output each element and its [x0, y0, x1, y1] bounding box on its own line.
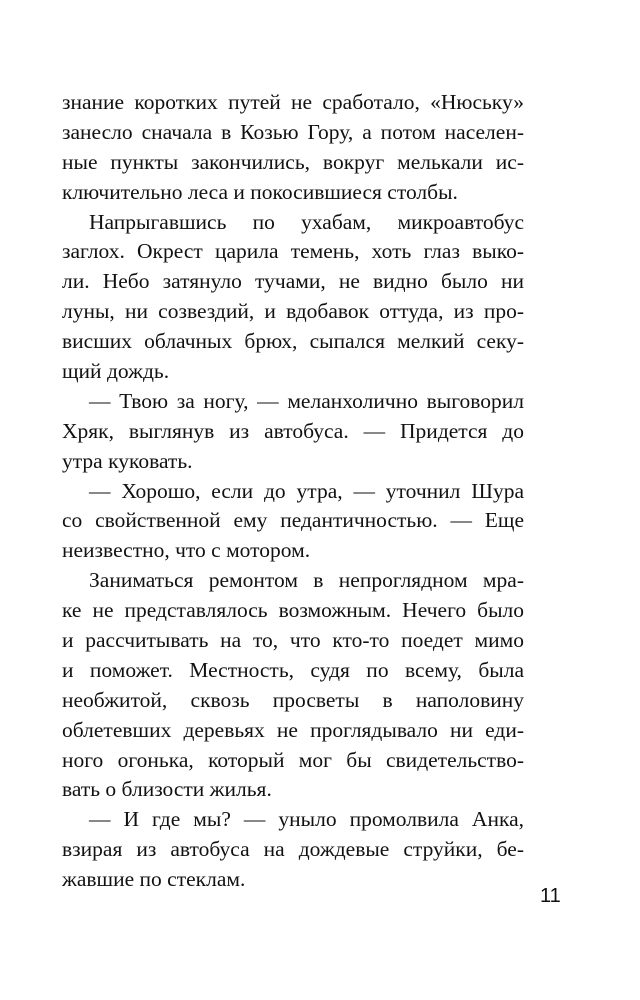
text-line: ключительно леса и покосившиеся столбы.	[62, 179, 458, 204]
text-line: жавшие по стеклам.	[62, 867, 246, 892]
text-line: Хряк, выглянув из автобуса. — Придется до	[62, 418, 524, 443]
text-line: взирая из автобуса на дождевые струйки, бе-	[62, 837, 524, 862]
text-line: Напрыгавшись по ухабам, микроавтобус	[89, 209, 524, 234]
text-line: знание коротких путей не сработало, «Нюську»	[62, 90, 524, 114]
text-line: и поможет. Местность, судя по всему, была	[62, 657, 524, 682]
page-number: 11	[540, 885, 561, 907]
text-line: утра куковать.	[62, 448, 193, 473]
text-line: щий дождь.	[62, 359, 170, 384]
text-line: заглох. Окрест царила темень, хоть глаз выко-	[62, 239, 524, 264]
text-line: ного огонька, который мог бы свидетельство-	[62, 747, 524, 772]
text-line: луны, ни созвездий, и вдобавок оттуда, из про-	[62, 299, 524, 324]
text-line: ные пункты закончились, вокруг мелькали ис-	[62, 149, 524, 174]
text-line: облетевших деревьях не проглядывало ни еди-	[62, 717, 524, 742]
text-line: со свойственной ему педантичностью. — Еще	[62, 508, 524, 533]
text-line: ке не представлялось возможным. Нечего было	[62, 598, 524, 623]
text-line: ли. Небо затянуло тучами, не видно было ни	[62, 269, 524, 294]
text-line: Заниматься ремонтом в непроглядном мра-	[89, 568, 524, 593]
text-line: и рассчитывать на то, что кто-то поедет мимо	[62, 628, 524, 653]
text-line: неизвестно, что с мотором.	[62, 538, 311, 563]
text-line: вать о близости жилья.	[62, 777, 272, 802]
text-line: занесло сначала в Козью Гору, а потом населен-	[62, 119, 524, 144]
text-line: — Хорошо, если до утра, — уточнил Шура	[89, 478, 524, 503]
text-line: необжитой, сквозь просветы в наполовину	[62, 687, 524, 712]
text-line: висших облачных брюх, сыпался мелкий секу-	[62, 329, 524, 354]
text-line: — Твою за ногу, — меланхолично выговорил	[89, 388, 524, 413]
book-page-text	[62, 88, 524, 895]
text-line: — И где мы? — уныло промолвила Анка,	[89, 807, 524, 832]
